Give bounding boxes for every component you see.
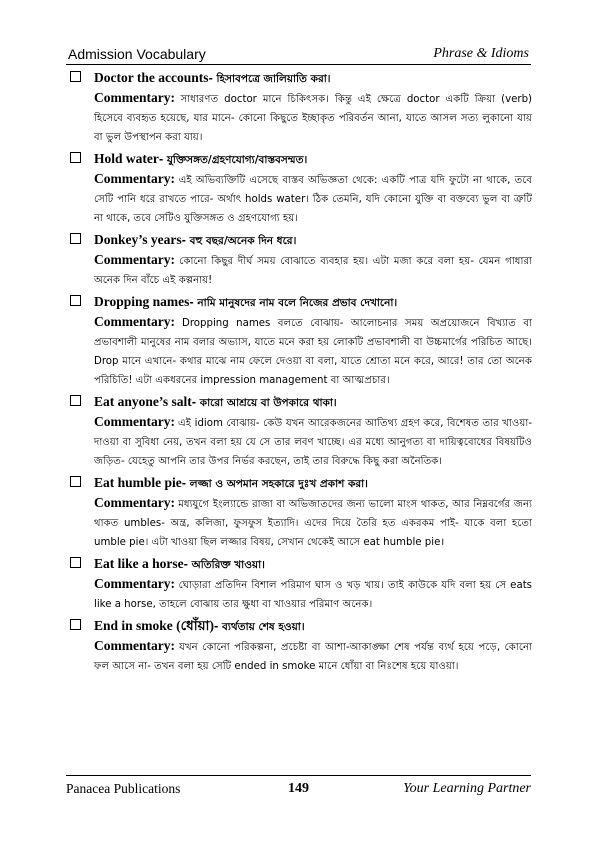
- idiom-meaning: - ব্যর্থতায় শেষ হওয়া।: [213, 621, 305, 633]
- page-number: 149: [288, 781, 309, 796]
- idiom-entry-hold-water: [66, 150, 532, 228]
- idiom-list: [66, 66, 532, 772]
- header-rule: [66, 64, 531, 65]
- idiom-term: Eat like a horse: [94, 556, 184, 571]
- idiom-entry-dropping-names: [66, 293, 532, 390]
- checkbox-icon: [70, 476, 81, 487]
- idiom-term: Doctor the accounts: [94, 70, 209, 85]
- book-title: Admission Vocabulary: [68, 46, 206, 62]
- checkbox-icon: [70, 619, 81, 630]
- page-footer: [66, 778, 531, 800]
- checkbox-icon: [70, 557, 81, 568]
- commentary-label: Commentary:: [94, 495, 175, 510]
- idiom-term: Eat humble pie: [94, 475, 182, 490]
- commentary-text: সাধারণত doctor মানে চিকিৎসক। কিন্তু এই ক্ষেত্রে doctor একটি ক্রিয়া (verb) হিসেবে ব্যবহৃত হয়েছে, যার মানে- কোনো কিছুতে ইচ্ছাকৃত পরিবর্তন আনা, যাতে আসল সত্য লুকানো যায় বা ভুল উপস্থাপন করা যায়।: [94, 94, 532, 143]
- commentary-text: ঘোড়ারা প্রতিদিন বিশাল পরিমাণ ঘাস ও খড় খায়। তাই কাউকে যদি বলা হয় সে eats like a horse, তাহলে বোঝায় তার ক্ষুধা বা খাওয়ার পরিমাণ অনেক।: [94, 580, 532, 610]
- idiom-meaning: - অতিরিক্ত খাওয়া।: [183, 559, 265, 571]
- idiom-term: Eat anyone’s salt: [94, 394, 192, 409]
- idiom-term: Dropping names: [94, 294, 190, 309]
- commentary-label: Commentary:: [94, 252, 175, 267]
- idiom-term: Donkey’s years: [94, 232, 182, 247]
- commentary-label: Commentary:: [94, 314, 175, 329]
- idiom-entry-eat-humble-pie: [66, 474, 532, 552]
- idiom-meaning: - নামি মানুষদের নাম বলে নিজের প্রভাব দেখানো।: [189, 297, 398, 309]
- commentary-text: মধ্যযুগে ইংল্যান্ডে রাজা বা অভিজাতদের জন্য ভালো মাংস থাকত, আর নিম্নবর্গের জন্য থাকত umbles- অন্ত্র, কলিজা, ফুসফুস ইত্যাদি। এদের দিয়ে তৈরি হত একরকম পাই- যাকে বলা হতো umble pie। এটা খাওয়া ছিল লজ্জার বিষয়, সেখান থেকেই আসে eat humble pie।: [94, 499, 532, 548]
- idiom-entry-eat-like-a-horse: [66, 555, 532, 614]
- publisher-name: Panacea Publications: [66, 781, 181, 796]
- idiom-entry-donkeys-years: [66, 231, 532, 290]
- commentary-label: Commentary:: [94, 414, 175, 429]
- section-title: Phrase & Idioms: [433, 46, 529, 61]
- commentary-text: যখন কোনো পরিকল্পনা, প্রচেষ্টা বা আশা-আকাঙ্ক্ষা শেষ পর্যন্ত ব্যর্থ হয়ে পড়ে, কোনো ফল আসে না- তখন বলা হয় সেটি ended in smoke মানে ধোঁয়া বা নিঃশেষ হয়ে যাওয়া।: [94, 642, 532, 672]
- commentary-label: Commentary:: [94, 576, 175, 591]
- idiom-meaning: - কারো আশ্রয়ে বা উপকারে থাকা।: [191, 397, 337, 409]
- commentary-text: Dropping names বলতে বোঝায়- আলোচনার সময় অপ্রয়োজনে বিখ্যাত বা প্রভাবশালী মানুষের নাম বলার অভ্যাস, যাতে মনে করা হয় লোকটি প্রভাবশালী বা উচ্চমার্গের পরিচিত আছে। Drop মানে এখানে- কথার মাঝে নাম ফেলে দেওয়া বা বলা, যাতে শ্রোতা মনে করে, আরে! তার তো অনেক পরিচিতি! এটা একধরনের impression management বা আত্মপ্রচার।: [94, 318, 532, 386]
- publisher-tagline: Your Learning Partner: [403, 781, 531, 796]
- commentary-label: Commentary:: [94, 90, 175, 105]
- checkbox-icon: [70, 233, 81, 244]
- idiom-entry-end-in-smoke: [66, 617, 532, 676]
- idiom-meaning: - যুক্তিসঙ্গত/গ্রহণযোগ্য/বাস্তবসম্মত।: [158, 154, 308, 166]
- idiom-term: End in smoke (ধোঁয়া): [94, 618, 214, 633]
- checkbox-icon: [70, 395, 81, 406]
- checkbox-icon: [70, 71, 81, 82]
- commentary-text: কোনো কিছুর দীর্ঘ সময় বোঝাতে ব্যবহার হয়। এটা মজা করে বলা হয়- যেমন গাধারা অনেক দিন বাঁচে এই কল্পনায়!: [94, 256, 532, 286]
- idiom-entry-eat-anyones-salt: [66, 393, 532, 471]
- idiom-meaning: - লজ্জা ও অপমান সহকারে দুঃখ প্রকাশ করা।: [181, 478, 368, 490]
- idiom-meaning: - হিসাবপত্রে জালিয়াতি করা।: [208, 73, 331, 85]
- commentary-text: এই অভিব্যক্তিটি এসেছে বাস্তব অভিজ্ঞতা থেকে: একটি পাত্র যদি ফুটো না থাকে, তবে সেটি পানি ধরে রাখতে পারে- অর্থাৎ holds water। ঠিক তেমনি, যদি কোনো যুক্তি বা বক্তব্যে ভুল বা ত্রুটি না থাকে, তবে সেটিও যুক্তিসঙ্গত ও গ্রহণযোগ্য হয়।: [94, 175, 532, 224]
- footer-rule: [66, 775, 531, 776]
- commentary-label: Commentary:: [94, 171, 175, 186]
- idiom-entry-doctor-the-accounts: [66, 69, 532, 147]
- page-header: [68, 38, 529, 62]
- commentary-text: এই idiom বোঝায়- কেউ যখন আরেকজনের আতিথ্য গ্রহণ করে, বিশেষত তার খাওয়া- দাওয়া বা সুবিধা নেয়, তখন বলা হয় যে সে তার লবণ খাচ্ছে। এর মধ্যে আনুগত্য বা দায়িত্ববোধের বিষয়টিও জড়িত- যেহেতু আপনি তার উপর নির্ভর করছেন, তাই তার বিরুদ্ধে কিছু করা অনৈতিক।: [94, 418, 532, 467]
- commentary-label: Commentary:: [94, 638, 175, 653]
- idiom-meaning: - বহু বছর/অনেক দিন ধরে।: [181, 235, 297, 247]
- checkbox-icon: [70, 295, 81, 306]
- idiom-term: Hold water: [94, 151, 159, 166]
- checkbox-icon: [70, 152, 81, 163]
